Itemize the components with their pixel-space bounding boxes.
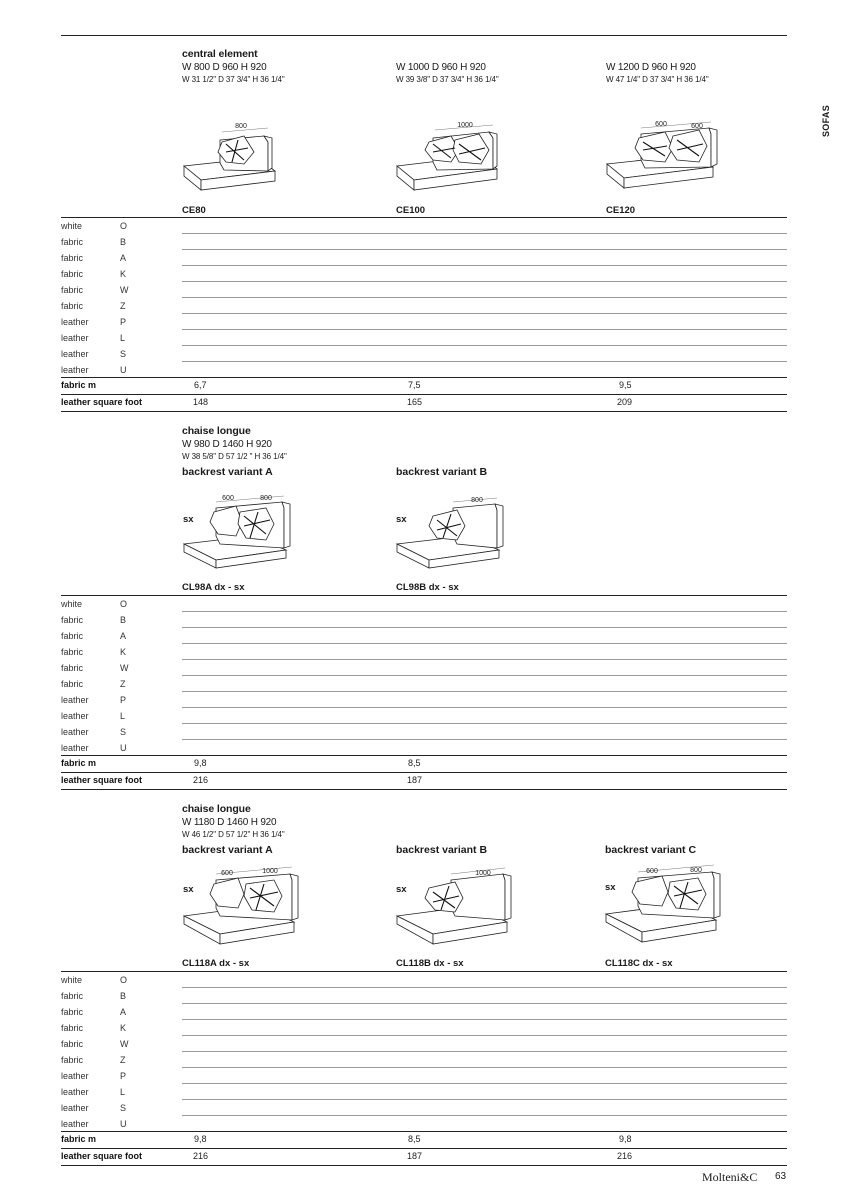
fabric-value: 9,5: [619, 380, 632, 390]
material-label: leather: [61, 1087, 89, 1097]
row-rule: [61, 1131, 787, 1132]
fabric-value: 6,7: [194, 380, 207, 390]
sx-label: sx: [396, 884, 407, 895]
row-rule: [61, 1148, 787, 1149]
dims-ce80: W 800 D 960 H 920: [182, 62, 267, 73]
row-rule: [61, 394, 787, 395]
material-label: leather: [61, 349, 89, 359]
inches-ce100: W 39 3/8" D 37 3/4" H 36 1/4": [396, 75, 499, 84]
sofa-drawing-cl118b: [393, 862, 518, 952]
sx-label: sx: [183, 514, 194, 525]
dim-label: 600: [221, 870, 233, 877]
price-line: [182, 723, 787, 724]
leather-label: leather square foot: [61, 397, 143, 407]
code-ce80: CE80: [182, 205, 206, 216]
price-line: [182, 1115, 787, 1116]
variant-label: backrest variant C: [605, 844, 697, 856]
section-title: chaise longue: [182, 803, 251, 815]
variant-label: backrest variant B: [396, 844, 488, 856]
variant-label: backrest variant A: [182, 844, 273, 856]
code-cl118a: CL118A dx - sx: [182, 958, 250, 969]
leather-value: 187: [407, 1151, 423, 1161]
material-label: fabric: [61, 1039, 84, 1049]
material-label: leather: [61, 317, 89, 327]
grade-label: O: [120, 599, 128, 609]
material-label: leather: [61, 711, 89, 721]
grade-label: L: [120, 711, 126, 721]
sofa-drawing-cl98b: [393, 490, 513, 575]
price-line: [182, 297, 787, 298]
fabric-value: 8,5: [408, 758, 421, 768]
leather-value: 216: [617, 1151, 633, 1161]
price-line: [182, 707, 787, 708]
leather-value: 187: [407, 775, 423, 785]
sx-label: sx: [396, 514, 407, 525]
fabric-value: 8,5: [408, 1134, 421, 1144]
top-rule: [61, 35, 787, 36]
grade-label: P: [120, 695, 127, 705]
sofa-drawing-ce100: [393, 118, 513, 198]
table-rule: [61, 217, 787, 218]
material-label: fabric: [61, 631, 84, 641]
grade-label: B: [120, 991, 127, 1001]
price-line: [182, 611, 787, 612]
price-line: [182, 627, 787, 628]
fabric-value: 9,8: [194, 758, 207, 768]
dim-label: 600: [646, 868, 658, 875]
section-title: chaise longue: [182, 425, 251, 437]
price-line: [182, 345, 787, 346]
price-line: [182, 281, 787, 282]
grade-label: U: [120, 743, 127, 753]
price-line: [182, 739, 787, 740]
leather-value: 165: [407, 397, 423, 407]
code-cl118b: CL118B dx - sx: [396, 958, 464, 969]
grade-label: W: [120, 663, 129, 673]
price-line: [182, 1035, 787, 1036]
fabric-label: fabric m: [61, 1134, 97, 1144]
leather-label: leather square foot: [61, 1151, 143, 1161]
leather-value: 209: [617, 397, 633, 407]
page-number: 63: [775, 1171, 787, 1182]
section-dims: W 1180 D 1460 H 920: [182, 817, 277, 828]
price-line: [182, 265, 787, 266]
code-cl98a: CL98A dx - sx: [182, 582, 245, 593]
material-label: fabric: [61, 1055, 84, 1065]
dims-ce100: W 1000 D 960 H 920: [396, 62, 486, 73]
price-line: [182, 675, 787, 676]
variant-label: backrest variant B: [396, 466, 488, 478]
grade-label: U: [120, 1119, 127, 1129]
material-label: fabric: [61, 1023, 84, 1033]
row-rule: [61, 377, 787, 378]
material-label: white: [61, 975, 83, 985]
grade-label: L: [120, 1087, 126, 1097]
grade-label: P: [120, 1071, 127, 1081]
section-inches: W 38 5/8" D 57 1/2 " H 36 1/4": [182, 452, 287, 461]
leather-label: leather square foot: [61, 775, 143, 785]
price-line: [182, 361, 787, 362]
price-line: [182, 1019, 787, 1020]
dim-label: 800: [690, 867, 702, 874]
price-line: [182, 1067, 787, 1068]
leather-value: 216: [193, 1151, 209, 1161]
material-label: white: [61, 221, 83, 231]
material-label: leather: [61, 365, 89, 375]
price-line: [182, 1051, 787, 1052]
dim-label: 1000: [262, 868, 278, 875]
material-label: leather: [61, 1119, 89, 1129]
fabric-value: 7,5: [408, 380, 421, 390]
section-dims: W 980 D 1460 H 920: [182, 439, 272, 450]
dim-label: 800: [235, 123, 247, 130]
inches-ce120: W 47 1/4" D 37 3/4" H 36 1/4": [606, 75, 709, 84]
material-label: leather: [61, 1071, 89, 1081]
material-label: leather: [61, 333, 89, 343]
grade-label: K: [120, 269, 127, 279]
grade-label: A: [120, 631, 127, 641]
table-rule: [61, 595, 787, 596]
material-label: fabric: [61, 991, 84, 1001]
grade-label: U: [120, 365, 127, 375]
material-label: leather: [61, 743, 89, 753]
dim-label: 1000: [457, 122, 473, 129]
code-ce120: CE120: [606, 205, 636, 216]
material-label: fabric: [61, 301, 84, 311]
price-line: [182, 643, 787, 644]
section-rule: [61, 411, 787, 412]
grade-label: K: [120, 647, 127, 657]
price-line: [182, 1083, 787, 1084]
dim-label: 800: [260, 495, 272, 502]
price-line: [182, 313, 787, 314]
price-line: [182, 659, 787, 660]
price-line: [182, 691, 787, 692]
grade-label: Z: [120, 679, 126, 689]
grade-label: W: [120, 285, 129, 295]
fabric-label: fabric m: [61, 758, 97, 768]
grade-label: O: [120, 975, 128, 985]
material-label: fabric: [61, 615, 84, 625]
sofa-drawing-ce120: [603, 118, 728, 198]
material-label: fabric: [61, 663, 84, 673]
code-ce100: CE100: [396, 205, 426, 216]
row-rule: [61, 755, 787, 756]
row-rule: [61, 772, 787, 773]
grade-label: S: [120, 1103, 127, 1113]
section-rule: [61, 1165, 787, 1166]
grade-label: S: [120, 727, 127, 737]
sofa-drawing-cl118c: [602, 862, 727, 952]
material-label: white: [61, 599, 83, 609]
grade-label: S: [120, 349, 127, 359]
sx-label: sx: [183, 884, 194, 895]
fabric-label: fabric m: [61, 380, 97, 390]
leather-value: 216: [193, 775, 209, 785]
grade-label: K: [120, 1023, 127, 1033]
price-line: [182, 249, 787, 250]
dim-label: 600: [222, 495, 234, 502]
material-label: fabric: [61, 237, 84, 247]
price-line: [182, 329, 787, 330]
material-label: fabric: [61, 285, 84, 295]
price-line: [182, 987, 787, 988]
grade-label: B: [120, 237, 127, 247]
dim-label: 1000: [475, 870, 491, 877]
fabric-value: 9,8: [619, 1134, 632, 1144]
dim-label: 800: [471, 497, 483, 504]
grade-label: Z: [120, 1055, 126, 1065]
dims-ce120: W 1200 D 960 H 920: [606, 62, 696, 73]
fabric-value: 9,8: [194, 1134, 207, 1144]
material-label: fabric: [61, 679, 84, 689]
grade-label: A: [120, 253, 127, 263]
grade-label: A: [120, 1007, 127, 1017]
table-rule: [61, 971, 787, 972]
price-line: [182, 1099, 787, 1100]
section-rule: [61, 789, 787, 790]
inches-ce80: W 31 1/2" D 37 3/4" H 36 1/4": [182, 75, 285, 84]
sofa-drawing-ce80: [180, 118, 290, 198]
grade-label: Z: [120, 301, 126, 311]
price-line: [182, 1003, 787, 1004]
sx-label: sx: [605, 882, 616, 893]
grade-label: L: [120, 333, 126, 343]
sofa-drawing-cl98a: [180, 490, 300, 575]
material-label: fabric: [61, 253, 84, 263]
side-label: SOFAS: [821, 105, 831, 138]
material-label: leather: [61, 695, 89, 705]
material-label: fabric: [61, 269, 84, 279]
grade-label: P: [120, 317, 127, 327]
dim-label: 600: [655, 121, 667, 128]
sofa-drawing-cl118a: [180, 862, 305, 952]
material-label: fabric: [61, 1007, 84, 1017]
dim-label: 600: [691, 123, 703, 130]
material-label: fabric: [61, 647, 84, 657]
grade-label: O: [120, 221, 128, 231]
section-inches: W 46 1/2" D 57 1/2" H 36 1/4": [182, 830, 285, 839]
leather-value: 148: [193, 397, 209, 407]
grade-label: W: [120, 1039, 129, 1049]
material-label: leather: [61, 1103, 89, 1113]
code-cl98b: CL98B dx - sx: [396, 582, 459, 593]
grade-label: B: [120, 615, 127, 625]
price-line: [182, 233, 787, 234]
brand-logo: Molteni&C: [702, 1170, 758, 1184]
section-title: central element: [182, 48, 258, 60]
variant-label: backrest variant A: [182, 466, 273, 478]
code-cl118c: CL118C dx - sx: [605, 958, 673, 969]
material-label: leather: [61, 727, 89, 737]
